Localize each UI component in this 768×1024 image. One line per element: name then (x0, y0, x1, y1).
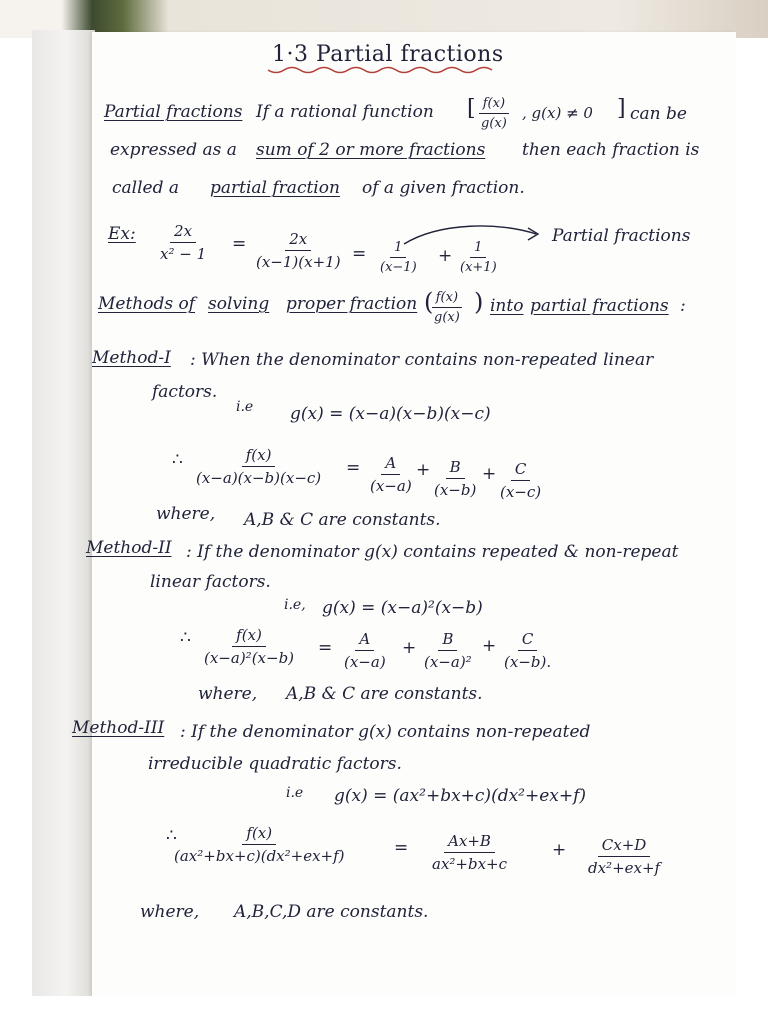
equals-sign: = (394, 838, 409, 858)
fraction-denominator: g(x) (481, 116, 507, 131)
fraction-numerator: 2x (170, 222, 196, 243)
partial-fractions-label: Partial fractions (552, 226, 691, 246)
method1-where: where, (156, 504, 216, 524)
fraction-numerator: f(x) (242, 446, 276, 467)
fraction-denominator: (x−a) (344, 653, 386, 671)
method2-text-line2: linear factors. (150, 572, 271, 592)
page-title: 1·3 Partial fractions (272, 42, 504, 67)
fraction-denominator: (x−c) (500, 483, 542, 501)
fraction-numerator: f(x) (479, 96, 509, 114)
fraction-denominator: (x−b) (434, 481, 477, 499)
left-paren: ( (424, 288, 434, 316)
definition-line1-end: can be (630, 104, 687, 124)
definition-line3-pre: called a (112, 178, 180, 198)
method2-ie: i.e, (284, 597, 306, 613)
plus-sign: + (482, 464, 497, 484)
equals-sign: = (352, 244, 367, 264)
fraction-denominator: (x−1)(x+1) (256, 253, 341, 271)
method1-text-line1: : When the denominator contains non-repeated linear (190, 350, 654, 370)
fraction-denominator: dx²+ex+f (588, 859, 661, 877)
fraction-denominator: (ax²+bx+c)(dx²+ex+f) (174, 847, 345, 865)
fraction-numerator: C (518, 630, 537, 651)
plus-sign: + (416, 460, 431, 480)
fraction-numerator: B (438, 630, 457, 651)
definition-line2-underlined: sum of 2 or more fractions (256, 140, 486, 160)
method3-text-line1: : If the denominator g(x) contains non-repeated (180, 722, 591, 742)
fraction-numerator: 1 (470, 240, 486, 258)
arrow-head (528, 228, 538, 240)
definition-line3-post: of a given fraction. (362, 178, 525, 198)
method3-where: where, (140, 902, 200, 922)
method1-text-line2: factors. (152, 382, 218, 402)
plus-sign: + (438, 246, 453, 266)
method3-constants: A,B,C,D are constants. (234, 902, 429, 922)
method1-therefore-symbol: ∴ (172, 450, 183, 470)
fraction-denominator: ax²+bx+c (432, 855, 508, 873)
method2-therefore-symbol: ∴ (180, 628, 191, 648)
fraction-numerator: A (381, 454, 400, 475)
method1-label: Method-I (92, 348, 171, 368)
title-squiggle-underline (268, 68, 492, 73)
methods-heading-end: : (680, 296, 686, 316)
plus-sign: + (402, 638, 417, 658)
method3-g-expression: g(x) = (ax²+bx+c)(dx²+ex+f) (334, 786, 587, 806)
methods-heading-w4: into (490, 296, 524, 316)
fraction-numerator: 2x (285, 230, 311, 251)
fraction-numerator: f(x) (242, 824, 276, 845)
methods-heading-w5: partial fractions (530, 296, 669, 316)
method3-text-line2: irreducible quadratic factors. (148, 754, 402, 774)
partial-fractions-arrow (404, 226, 536, 244)
method1-constants: A,B & C are constants. (244, 510, 441, 530)
right-bracket: ] (617, 96, 626, 121)
fraction-denominator: (x−a) (370, 477, 412, 495)
definition-term: Partial fractions (104, 102, 243, 122)
method2-text-line1: : If the denominator g(x) contains repeated & non-repeat (186, 542, 679, 562)
fraction-denominator: (x+1) (460, 260, 497, 275)
method3-ie: i.e (286, 785, 304, 801)
method1-g-expression: g(x) = (x−a)(x−b)(x−c) (290, 404, 491, 424)
right-paren: ) (474, 288, 484, 316)
fraction-numerator: C (511, 460, 530, 481)
plus-sign: + (552, 840, 567, 860)
fraction-denominator: (x−a)(x−b)(x−c) (196, 469, 322, 487)
methods-heading-w3: proper fraction (286, 294, 418, 314)
equals-sign: = (346, 458, 361, 478)
fraction-numerator: f(x) (232, 626, 266, 647)
definition-condition: , g(x) ≠ 0 (522, 104, 593, 122)
definition-line2-post: then each fraction is (522, 140, 700, 160)
method3-therefore-symbol: ∴ (166, 826, 177, 846)
plus-sign: + (482, 636, 497, 656)
methods-heading-w2: solving (208, 294, 270, 314)
method2-constants: A,B & C are constants. (286, 684, 483, 704)
equals-sign: = (318, 638, 333, 658)
fraction-denominator: (x−b). (504, 653, 552, 671)
fraction-denominator: (x−a)² (424, 653, 472, 671)
definition-line3-underlined: partial fraction (210, 178, 340, 198)
method2-where: where, (198, 684, 258, 704)
method1-ie: i.e (236, 399, 254, 415)
fraction-numerator: A (355, 630, 374, 651)
fraction-numerator: 1 (390, 240, 406, 258)
fraction-denominator: x² − 1 (160, 245, 207, 263)
fraction-denominator: (x−a)²(x−b) (204, 649, 295, 667)
method3-label: Method-III (72, 718, 165, 738)
fraction-numerator: B (446, 458, 465, 479)
fraction-denominator: (x−1) (380, 260, 417, 275)
method2-g-expression: g(x) = (x−a)²(x−b) (322, 598, 483, 618)
fraction-numerator: Ax+B (444, 832, 495, 853)
fraction-numerator: f(x) (432, 290, 462, 308)
fraction-numerator: Cx+D (598, 836, 651, 857)
definition-line2-pre: expressed as a (110, 140, 237, 160)
example-label: Ex: (108, 224, 136, 244)
methods-heading-w1: Methods of (98, 294, 196, 314)
definition-line1: If a rational function (256, 102, 434, 122)
equals-sign: = (232, 234, 247, 254)
left-bracket: [ (467, 96, 476, 121)
fraction-denominator: g(x) (434, 310, 460, 325)
method2-label: Method-II (86, 538, 172, 558)
